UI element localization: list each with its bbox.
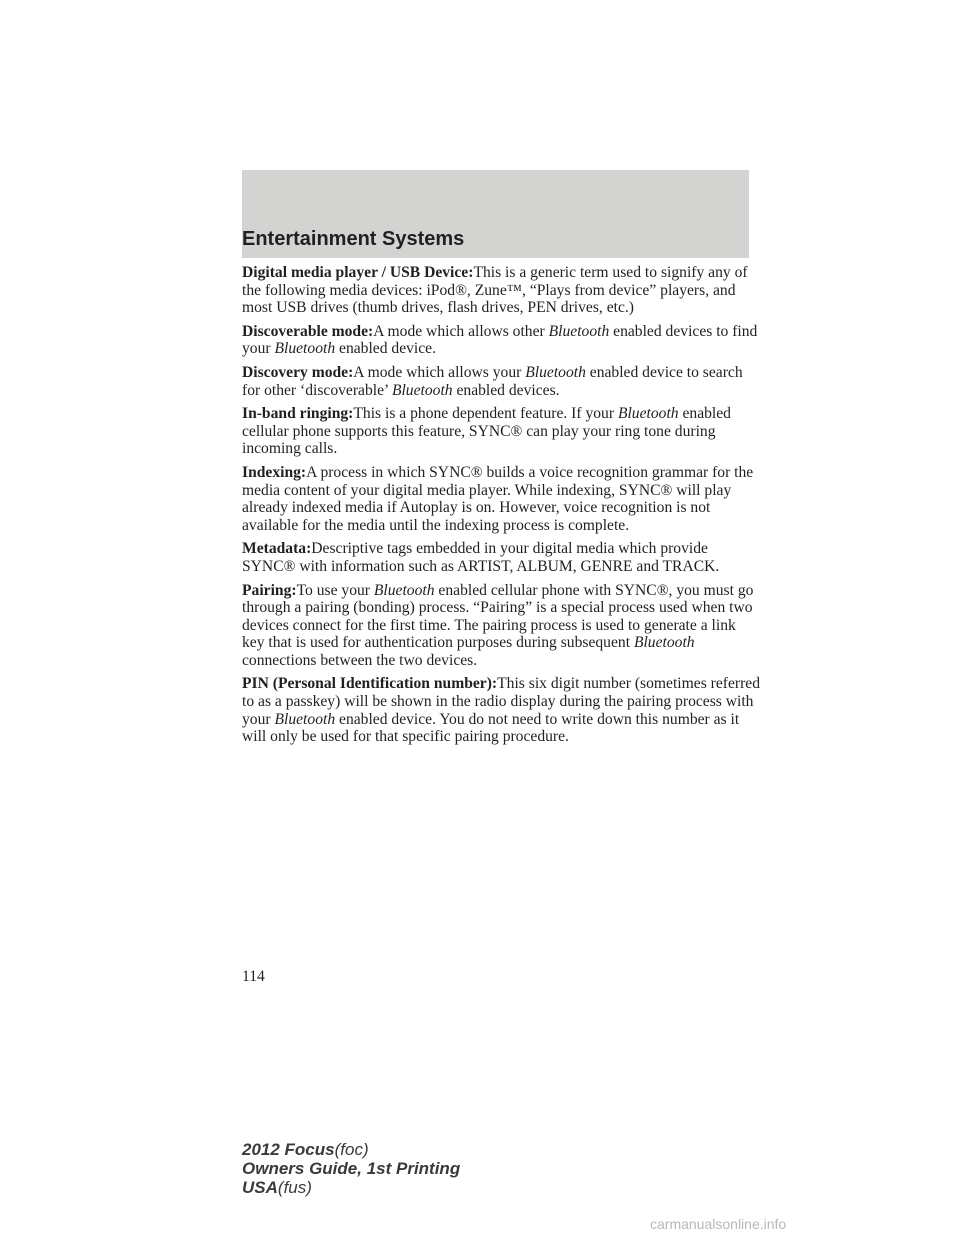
footer-model: 2012 Focus bbox=[242, 1140, 335, 1159]
glossary-term: Discovery mode: bbox=[242, 363, 354, 381]
glossary-term: In-band ringing: bbox=[242, 405, 354, 423]
glossary-text: enabled cellular phone with SYNC®, you must go through a pairing (bonding) process. “Pairing” is a special process used when two devices connect for the first time. The pairing process is used to generate a link key that is used for authentication purposes during subsequent bbox=[242, 581, 754, 652]
footer-line-model bbox=[242, 1140, 460, 1159]
glossary-entry bbox=[242, 264, 762, 317]
footer-region: USA bbox=[242, 1178, 278, 1197]
glossary-text: Bluetooth bbox=[633, 634, 695, 652]
glossary-text: Bluetooth bbox=[373, 581, 435, 599]
glossary-text: Bluetooth bbox=[274, 710, 336, 728]
glossary-term: Metadata: bbox=[242, 540, 312, 558]
glossary-entry bbox=[242, 464, 762, 534]
glossary-text: Bluetooth bbox=[274, 340, 336, 358]
glossary-text: Bluetooth bbox=[548, 322, 610, 340]
section-title: Entertainment Systems bbox=[242, 228, 465, 250]
glossary-term: Pairing: bbox=[242, 581, 297, 599]
glossary-text: connections between the two devices. bbox=[242, 651, 478, 669]
glossary-text: A mode which allows other bbox=[373, 322, 549, 340]
glossary-text: enabled device to search for other ‘discoverable’ bbox=[242, 363, 743, 399]
glossary-text: enabled device. You do not need to write down this number as it will only be used for that specific pairing procedure. bbox=[242, 710, 740, 746]
glossary-text: Bluetooth bbox=[391, 381, 453, 399]
glossary-text: To use your bbox=[296, 581, 374, 599]
page-number: 114 bbox=[242, 968, 265, 985]
glossary-content bbox=[242, 264, 762, 752]
glossary-text: A mode which allows your bbox=[353, 363, 526, 381]
glossary-text: Bluetooth bbox=[617, 405, 679, 423]
glossary-text: enabled devices. bbox=[452, 381, 560, 399]
glossary-entry bbox=[242, 323, 762, 358]
glossary-term: Digital media player / USB Device: bbox=[242, 264, 474, 281]
glossary-entry bbox=[242, 405, 762, 458]
watermark[interactable]: carmanualsonline.info bbox=[650, 1216, 787, 1232]
glossary-term: PIN (Personal Identification number): bbox=[242, 675, 498, 693]
glossary-text: This six digit number (sometimes referred to as a passkey) will be shown in the radio display during the pairing process with your bbox=[242, 675, 760, 728]
glossary-text: enabled device. bbox=[335, 340, 436, 358]
glossary-entry bbox=[242, 364, 762, 399]
footer-printing: Owners Guide, 1st Printing bbox=[242, 1159, 461, 1178]
glossary-text: Descriptive tags embedded in your digital media which provide SYNC® with information such as ARTIST, ALBUM, GENRE and TRACK. bbox=[242, 540, 720, 575]
glossary-text: enabled cellular phone supports this feature, SYNC® can play your ring tone during incoming calls. bbox=[242, 405, 731, 458]
glossary-text: A process in which SYNC® builds a voice recognition grammar for the media content of your digital media player. While indexing, SYNC® will play already indexed media if Autoplay is on. However, voice recognition is not available for the media until the indexing process is complete. bbox=[242, 463, 754, 534]
glossary-term: Indexing: bbox=[242, 463, 307, 481]
footer-model-code: (foc) bbox=[334, 1140, 369, 1159]
glossary-entry bbox=[242, 582, 762, 670]
glossary-entry bbox=[242, 540, 762, 575]
glossary-entry bbox=[242, 675, 762, 745]
footer-region-code: (fus) bbox=[277, 1178, 312, 1197]
glossary-text: Bluetooth bbox=[525, 363, 586, 381]
glossary-text: This is a generic term used to signify any of the following media devices: iPod®, Zune™, “Plays from device” players, and most USB drives (thumb drives, flash drives, PEN drives, etc.) bbox=[242, 264, 748, 317]
glossary-text: This is a phone dependent feature. If your bbox=[353, 405, 618, 423]
glossary-text: enabled devices to find your bbox=[242, 322, 758, 358]
print-footer bbox=[242, 1140, 460, 1197]
glossary-term: Discoverable mode: bbox=[242, 322, 374, 340]
